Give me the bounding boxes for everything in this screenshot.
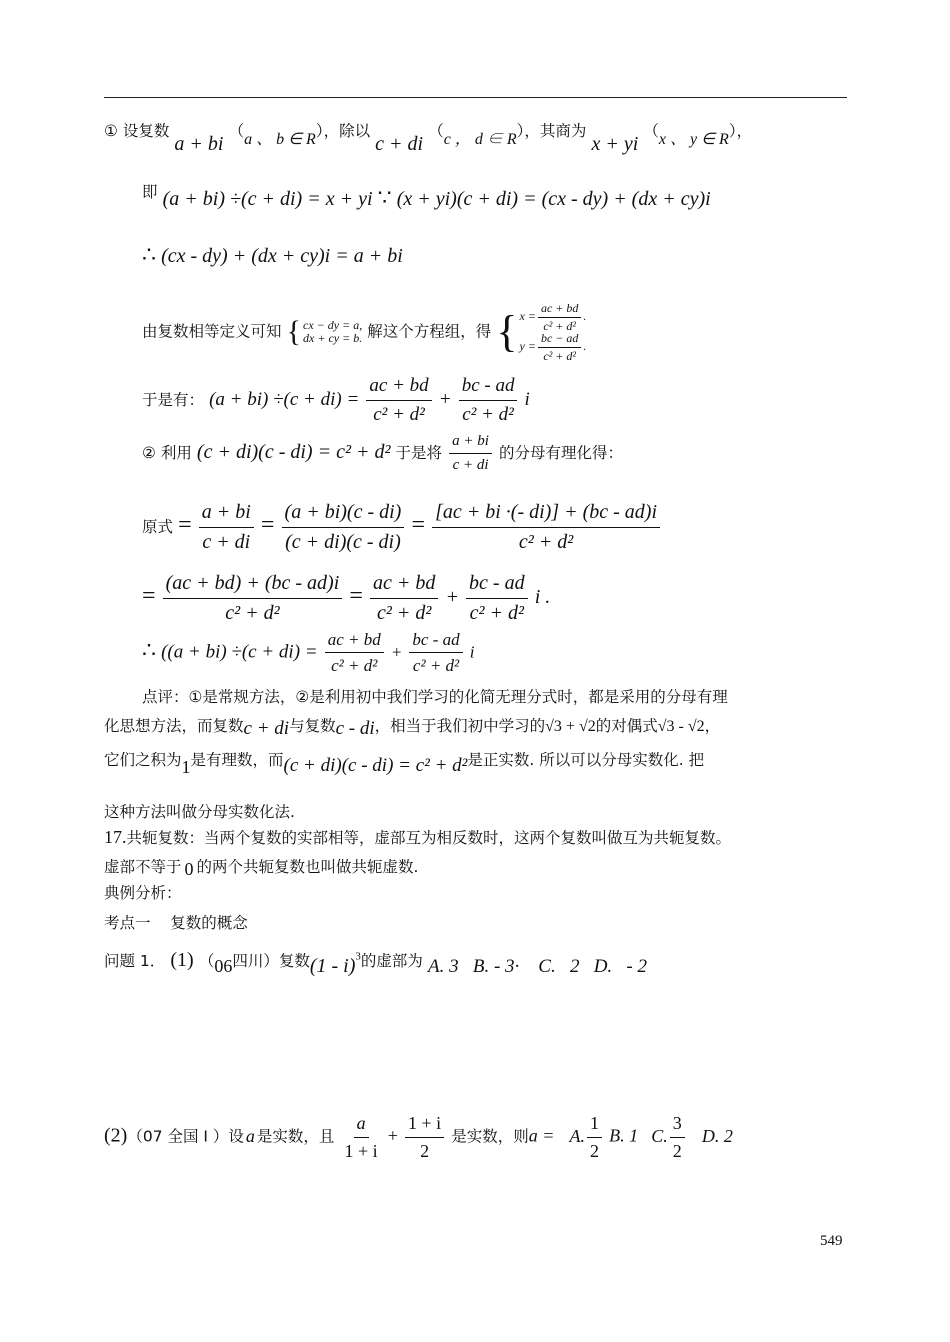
fraction bbox=[459, 374, 518, 427]
text: ② 利用 bbox=[142, 443, 192, 462]
text: 由复数相等定义可知 bbox=[142, 322, 282, 341]
line-1 bbox=[104, 118, 753, 155]
denominator: 1 + i bbox=[344, 1140, 378, 1161]
text: 与复数 bbox=[289, 717, 336, 735]
math: 1 bbox=[181, 757, 191, 777]
part-label: (2) bbox=[104, 1124, 128, 1147]
exponent: 3 bbox=[355, 950, 361, 963]
math: (x + yi)(c + di) = (cx - dy) + (dx + cy)i bbox=[396, 188, 711, 210]
math: a = bbox=[528, 1125, 555, 1146]
denominator: 2 bbox=[420, 1140, 430, 1161]
text: （ bbox=[198, 952, 215, 970]
text: （07 全国 I ）设 bbox=[127, 1127, 244, 1146]
option-a-label: A. bbox=[569, 1125, 586, 1146]
remark-line-3 bbox=[104, 748, 705, 777]
math: + bbox=[438, 388, 452, 410]
text: 是有理数，而 bbox=[190, 751, 284, 769]
because-symbol: ∵ bbox=[377, 185, 392, 210]
line-7 bbox=[142, 500, 662, 555]
math: c ， d ∈ R bbox=[443, 131, 517, 148]
math: a bbox=[245, 1125, 255, 1146]
option-c-label: C. bbox=[651, 1125, 668, 1146]
fraction bbox=[449, 432, 492, 475]
numerator: a bbox=[354, 1112, 369, 1138]
math: = bbox=[349, 583, 363, 609]
denominator: c² + d² bbox=[412, 656, 460, 676]
page-number: 549 bbox=[820, 1233, 843, 1249]
math: x = bbox=[519, 308, 536, 323]
math: (1 - i) bbox=[309, 955, 356, 977]
math: y = bbox=[519, 339, 536, 354]
math: c - di bbox=[335, 718, 375, 739]
question-1 bbox=[104, 948, 648, 977]
fraction bbox=[325, 629, 384, 677]
fraction bbox=[282, 500, 405, 555]
therefore-symbol: ∴ bbox=[142, 242, 156, 267]
text: 于是有： bbox=[142, 390, 205, 409]
y-solution: y = $\frac{bc - ad}{\text{c² + d²}}$ . bbox=[519, 331, 587, 363]
math: 0 bbox=[184, 859, 194, 879]
fraction bbox=[466, 571, 528, 626]
denominator: c² + d² bbox=[543, 318, 576, 333]
numerator: bc - ad bbox=[409, 629, 462, 653]
numerator: [ac + bi ·(- di)] + (bc - ad)i bbox=[432, 500, 660, 528]
fraction bbox=[432, 500, 660, 555]
text: ， bbox=[704, 717, 721, 735]
remark-line-4: 这种方法叫做分母实数化法. bbox=[104, 803, 295, 821]
math: (a + bi) ÷(c + di) = bbox=[209, 388, 360, 410]
x-solution: x = $\frac{ac + bd}{\text{c² + d²}}$ . bbox=[519, 301, 587, 333]
math: x 、 y ∈ R bbox=[658, 131, 729, 148]
item-number: 17. bbox=[104, 827, 127, 847]
text: 的虚部为 bbox=[360, 952, 423, 970]
denominator: c² + d² bbox=[373, 403, 425, 425]
text: 原式 bbox=[142, 518, 174, 536]
answer-options: A. 3 B. - 3· C. 2 D. - 2 bbox=[428, 956, 648, 977]
fraction bbox=[342, 1112, 381, 1162]
line-9 bbox=[142, 629, 474, 677]
text: （ bbox=[428, 122, 444, 140]
numerator: a + bi bbox=[199, 500, 254, 528]
math: √3 + √2 bbox=[545, 718, 596, 735]
text: 是正实数. 所以可以分母实数化. 把 bbox=[467, 751, 705, 769]
header-rule bbox=[104, 97, 847, 98]
denominator: c² + d² bbox=[469, 602, 524, 624]
remark-line-2 bbox=[104, 714, 720, 738]
denominator: c² + d² bbox=[376, 602, 432, 624]
fraction bbox=[409, 629, 462, 677]
text: ），其商为 bbox=[516, 122, 587, 140]
examples-heading: 典例分析： bbox=[104, 884, 182, 902]
math: dx + cy = b. bbox=[303, 331, 363, 346]
brace: { bbox=[496, 307, 518, 357]
text: 共轭复数：当两个复数的实部相等，虚部互为相反数时，这两个复数叫做互为共轭复数。 bbox=[126, 829, 732, 847]
math: (a + bi) ÷(c + di) = x + yi bbox=[162, 188, 373, 210]
math: + bbox=[445, 586, 459, 608]
math: = bbox=[260, 512, 275, 538]
numerator: bc − ad bbox=[538, 332, 581, 348]
line-6 bbox=[142, 432, 623, 475]
math: (cx - dy) + (dx + cy)i = a + bi bbox=[161, 245, 403, 267]
numerator: ac + bd bbox=[538, 302, 581, 318]
math: (c + di)(c - di) = c² + d² bbox=[196, 440, 391, 463]
text: （ bbox=[228, 122, 245, 140]
text: 于是将 bbox=[395, 443, 443, 462]
denominator: c + di bbox=[452, 456, 489, 473]
math: = bbox=[178, 512, 192, 538]
equation-system bbox=[303, 319, 362, 345]
numerator: 1 bbox=[587, 1112, 602, 1138]
math: + bbox=[390, 642, 403, 662]
line-3 bbox=[142, 241, 403, 269]
denominator: c² + d² bbox=[225, 602, 280, 624]
question-2 bbox=[104, 1112, 733, 1162]
numerator: (ac + bd) + (bc - ad)i bbox=[163, 571, 343, 599]
numerator: ac + bd bbox=[366, 374, 431, 401]
text: ① 设复数 bbox=[104, 122, 170, 140]
numerator: bc - ad bbox=[466, 571, 528, 599]
denominator: c² + d² bbox=[543, 348, 576, 363]
fraction bbox=[587, 1112, 602, 1162]
math: i . bbox=[534, 586, 551, 608]
denominator: 2 bbox=[590, 1140, 600, 1161]
text: 是实数，则 bbox=[451, 1127, 529, 1146]
denominator: c + di bbox=[202, 531, 251, 553]
fraction bbox=[366, 374, 431, 427]
option-d: D. 2 bbox=[701, 1125, 733, 1146]
text: （ bbox=[643, 122, 659, 140]
text: ），除以 bbox=[315, 122, 371, 140]
fraction bbox=[538, 302, 581, 332]
line-5 bbox=[142, 374, 530, 427]
denominator: c² + d² bbox=[462, 403, 514, 425]
denominator: c² + d² bbox=[518, 531, 574, 553]
math: i bbox=[469, 642, 475, 662]
text: 是实数，且 bbox=[256, 1127, 335, 1146]
topic-heading: 考点一 复数的概念 bbox=[104, 914, 248, 932]
text: 的两个共轭复数也叫做共轭虚数. bbox=[196, 858, 419, 876]
math: (c + di)(c - di) = c² + d² bbox=[283, 755, 468, 776]
remark-line-1: 点评：①是常规方法，②是利用初中我们学习的化简无理分式时，都是采用的分母有理 bbox=[142, 688, 728, 706]
numerator: ac + bd bbox=[370, 571, 438, 599]
math: ((a + bi) ÷(c + di) = bbox=[161, 641, 318, 663]
fraction bbox=[163, 571, 343, 626]
math: c + di bbox=[243, 718, 290, 739]
item-17-line-1 bbox=[104, 826, 731, 849]
solution-system bbox=[520, 302, 587, 362]
text: 虚部不等于 bbox=[104, 858, 182, 876]
fraction bbox=[405, 1112, 444, 1162]
text: 的对偶式 bbox=[595, 717, 658, 735]
math: √3 - √2 bbox=[657, 718, 705, 735]
denominator: (c + di)(c - di) bbox=[285, 531, 401, 553]
math: + bbox=[387, 1125, 398, 1146]
text: ，相当于我们初中学习的 bbox=[374, 717, 546, 735]
line-2 bbox=[142, 184, 711, 212]
text: 它们之积为 bbox=[104, 751, 182, 769]
option-b: B. 1 bbox=[609, 1125, 639, 1146]
fraction bbox=[670, 1112, 685, 1162]
numerator: bc - ad bbox=[459, 374, 518, 401]
numerator: (a + bi)(c - di) bbox=[282, 500, 405, 528]
numerator: a + bi bbox=[449, 432, 492, 454]
brace: { bbox=[286, 315, 302, 349]
text: ）， bbox=[728, 122, 753, 140]
numerator: 3 bbox=[670, 1112, 685, 1138]
math: 06 bbox=[214, 956, 233, 976]
math: i bbox=[524, 388, 530, 410]
line-4 bbox=[142, 302, 586, 362]
numerator: ac + bd bbox=[325, 629, 384, 653]
math: x + yi bbox=[591, 133, 639, 155]
denominator: c² + d² bbox=[331, 656, 378, 676]
fraction bbox=[538, 332, 581, 362]
text: 即 bbox=[142, 183, 158, 201]
fraction bbox=[199, 500, 254, 555]
numerator: 1 + i bbox=[405, 1112, 444, 1138]
text: 的分母有理化得： bbox=[499, 443, 624, 462]
math: = bbox=[411, 512, 425, 538]
math: a + bi bbox=[174, 133, 224, 155]
text: 化思想方法，而复数 bbox=[104, 717, 244, 735]
line-8 bbox=[142, 571, 550, 626]
part-label: (1) bbox=[170, 949, 194, 971]
question-label: 问题 1． bbox=[104, 952, 166, 970]
math: cx − dy = a, bbox=[303, 318, 363, 332]
fraction bbox=[370, 571, 438, 626]
text: 解这个方程组，得 bbox=[367, 322, 492, 341]
math: a 、 b ∈ R bbox=[244, 131, 316, 148]
therefore-symbol: ∴ bbox=[142, 637, 156, 663]
item-17-line-2 bbox=[104, 855, 418, 878]
math: = bbox=[142, 583, 156, 609]
text: 四川）复数 bbox=[232, 952, 310, 970]
math: c + di bbox=[375, 133, 424, 155]
denominator: 2 bbox=[672, 1140, 682, 1161]
